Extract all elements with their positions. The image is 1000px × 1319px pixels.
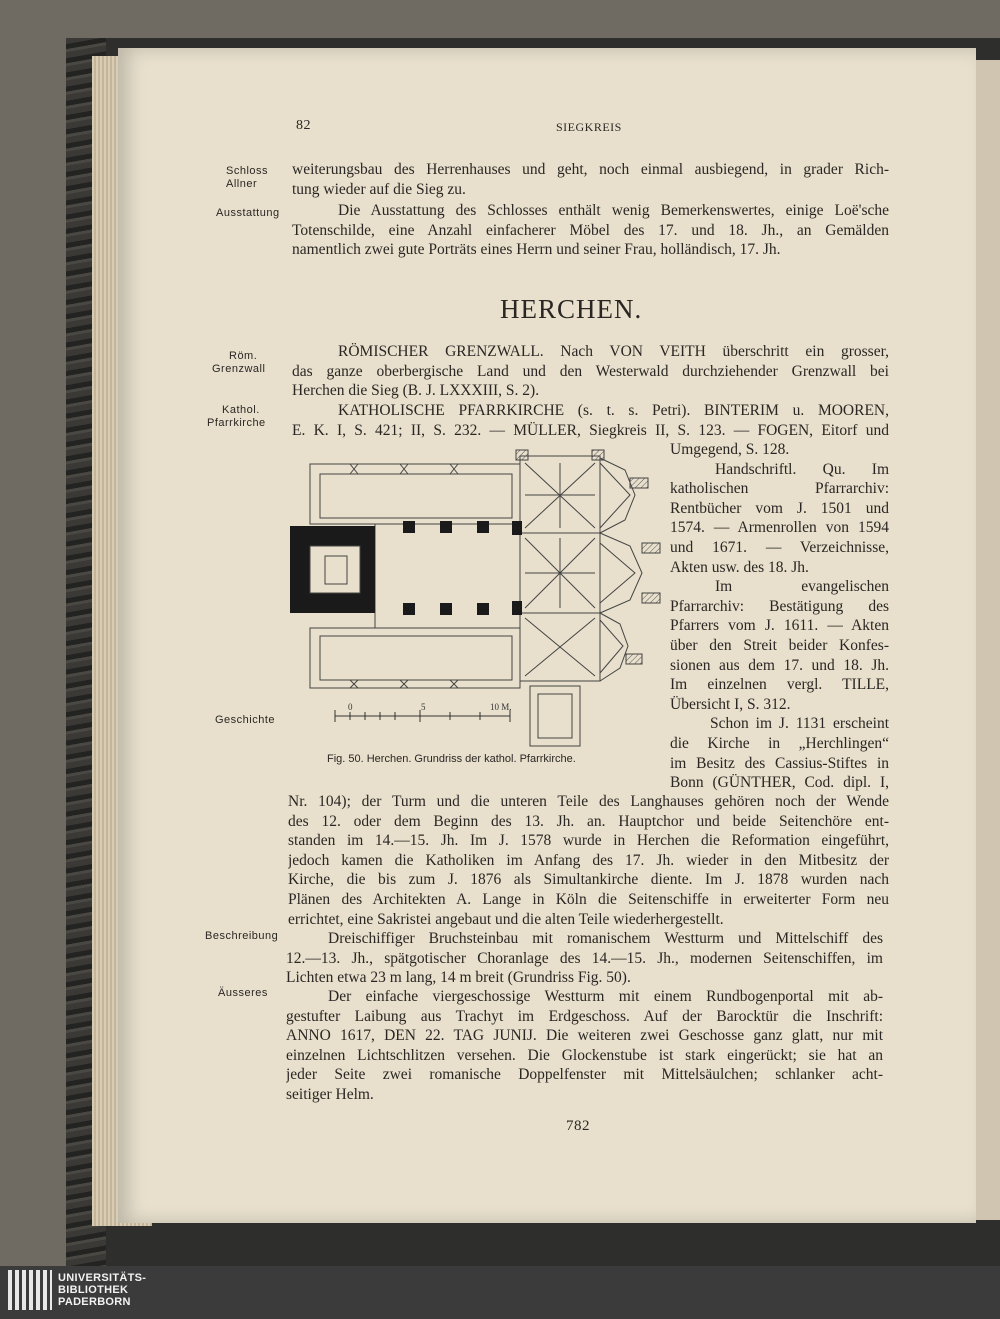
text-line: einzelnen Lichtschlitzen versehen. Die Glockenstube ist stark eingerückt; sie hat an xyxy=(286,1046,883,1064)
logo-line: PADERBORN xyxy=(58,1296,131,1308)
sidenote-geschichte: Geschichte xyxy=(215,714,276,726)
sidenote-ausseres: Äusseres xyxy=(218,987,268,999)
right-page-edge xyxy=(976,60,1000,1220)
text-line: jedoch kamen die Katholiken im Anfang des 17. Jh. wieder in den Mitbesitz der xyxy=(288,851,889,869)
text-line: das ganze oberbergische Land und den Westerwald durchziehender Grenzwall bei xyxy=(292,362,889,380)
paragraph-schloss-continuation xyxy=(292,160,889,199)
page-number: 82 xyxy=(296,118,311,133)
text-line: die Kirche in „Herchlingen“ xyxy=(670,734,889,752)
text-line: Pfarrers vom J. 1611. — Akten xyxy=(670,617,889,635)
text-line: Pfarrarchiv: Bestätigung des xyxy=(670,597,889,615)
text-line: Bonn (GÜNTHER, Cod. dipl. I, xyxy=(670,774,889,792)
scale-label-0: 0 xyxy=(348,702,353,712)
text-line: und 1671. — Verzeichnisse, xyxy=(670,538,889,556)
text-line: sionen aus dem 17. und 18. Jh. xyxy=(670,656,889,674)
figure-caption: Fig. 50. Herchen. Grundriss der kathol. Pfarrkirche. xyxy=(327,753,576,765)
section-title: HERCHEN. xyxy=(500,294,643,324)
text-line: Rentbücher vom J. 1501 und xyxy=(670,499,889,517)
text-line: Plänen des Architekten A. Lange in Köln die Seitenschiffe in erweiterter Form neu xyxy=(288,890,889,908)
text-line: gestufter Laibung aus Trachyt im Erdgeschoss. Auf der Barocktür die Inschrift: xyxy=(286,1007,883,1025)
bottom-bar xyxy=(0,1266,1000,1319)
paragraph-ausseres xyxy=(286,987,883,1105)
text-line: Herchen die Sieg (B. J. LXXXIII, S. 2). xyxy=(292,382,540,400)
text-line: standen im 14.—15. Jh. Im J. 1578 wurde in Herchen die Reformation eingeführt, xyxy=(288,832,889,850)
text-line: Dreischiffiger Bruchsteinbau mit romanischem Westturm und Mittelschiff des xyxy=(328,930,883,947)
text-line: im Besitz des Cassius-Stiftes in xyxy=(670,754,889,772)
text-line: tung wieder auf die Sieg zu. xyxy=(292,180,466,198)
text-line: Der einfache viergeschossige Westturm mit einem Rundbogenportal mit ab- xyxy=(328,988,883,1005)
paragraph-geschichte xyxy=(288,792,889,929)
sidenote-rom: Röm. xyxy=(229,350,258,362)
text-line: Totenschilde, eine Anzahl einfacherer Möbel des 17. und 18. Jh., an Gemälden xyxy=(292,221,889,239)
text-line: Schon im J. 1131 erscheint xyxy=(710,715,889,733)
text-line: Nr. 104); der Turm und die unteren Teile des Langhauses gehören noch der Wende xyxy=(288,793,889,810)
south-aisle xyxy=(310,628,520,688)
text-line: namentlich zwei gute Porträts eines Herrn und seiner Frau, holländisch, 17. Jh. xyxy=(292,241,781,259)
text-line: des 12. oder dem Beginn des 13. Jh. an. Hauptchor und beide Seitenchöre ent- xyxy=(288,812,889,830)
text-line: errichtet, eine Sakristei angebaut und die alten Teile wiederhergestellt. xyxy=(288,910,724,928)
text-line: ANNO 1617, DEN 22. TAG JUNIJ. Die weiteren zwei Geschosse ganz glatt, nur mit xyxy=(286,1027,883,1045)
sidenote-grenzwall: Grenzwall xyxy=(212,363,266,375)
sidenote-kathol: Kathol. xyxy=(222,404,260,416)
text-line: Akten usw. des 18. Jh. xyxy=(670,558,809,576)
sidenote-ausstattung: Ausstattung xyxy=(216,207,280,219)
paragraph-grenzwall xyxy=(292,342,889,401)
text-line: 12.—13. Jh., spätgotischer Choranlage des 14.—15. Jh., modernen Seitenschiffen, im xyxy=(286,949,883,967)
footer-page-number: 782 xyxy=(566,1118,590,1134)
paragraph-pfarrkirche-sources xyxy=(292,401,889,440)
text-line: Im evangelischen xyxy=(715,578,889,596)
text-line: Die Ausstattung des Schlosses enthält wenig Bemerkenswertes, einige Loë'sche xyxy=(338,202,889,219)
sidenote-beschreibung: Beschreibung xyxy=(205,930,279,942)
logo-line: UNIVERSITÄTS- xyxy=(58,1272,147,1284)
library-logo-icon xyxy=(8,1270,52,1310)
north-aisle xyxy=(310,464,520,524)
text-line: RÖMISCHER GRENZWALL. Nach VON VEITH überschritt ein grosser, xyxy=(338,343,889,360)
text-line: katholischen Pfarrarchiv: xyxy=(670,480,889,498)
text-line: KATHOLISCHE PFARRKIRCHE (s. t. s. Petri). BINTERIM u. MOOREN, xyxy=(338,402,889,419)
right-column-text xyxy=(670,440,889,793)
sidenote-pfarrkirche: Pfarrkirche xyxy=(207,417,266,429)
text-line: Kirche, die bis zum J. 1876 als Simultankirche diente. Im J. 1878 wurden nach xyxy=(288,871,889,889)
sidenote-schloss: Schloss xyxy=(226,165,269,177)
running-title: SIEGKREIS xyxy=(556,120,622,134)
text-line: Handschriftl. Qu. Im xyxy=(715,460,889,478)
text-line: über den Streit beider Konfes- xyxy=(670,636,889,654)
text-line: 1574. — Armenrollen von 1594 xyxy=(670,519,889,537)
paragraph-beschreibung xyxy=(286,929,883,988)
scale-label-5: 5 xyxy=(421,702,426,712)
text-line: weiterungsbau des Herrenhauses und geht, noch einmal ausbiegend, in grader Rich- xyxy=(292,161,889,178)
library-logo xyxy=(8,1270,146,1310)
text-line: jeder Seite zwei romanische Doppelfenster mit Mittelsäulchen; schlanker acht- xyxy=(286,1066,883,1084)
text-line: Umgegend, S. 128. xyxy=(670,441,790,458)
logo-line: BIBLIOTHEK xyxy=(58,1284,129,1296)
scale-label-10: 10 M. xyxy=(490,702,512,712)
west-tower xyxy=(290,526,375,613)
text-line: Übersicht I, S. 312. xyxy=(670,695,791,713)
text-line: Lichten etwa 23 m lang, 14 m breit (Grundriss Fig. 50). xyxy=(286,969,631,987)
paragraph-ausstattung xyxy=(292,201,889,260)
text-line: Im einzelnen vergl. TILLE, xyxy=(670,676,889,694)
floor-plan-figure xyxy=(290,448,662,753)
text-line: E. K. I, S. 421; II, S. 232. — MÜLLER, Siegkreis II, S. 123. — FOGEN, Eitorf und xyxy=(292,421,889,439)
text-line: seitiger Helm. xyxy=(286,1085,374,1103)
sidenote-allner: Allner xyxy=(226,178,258,190)
